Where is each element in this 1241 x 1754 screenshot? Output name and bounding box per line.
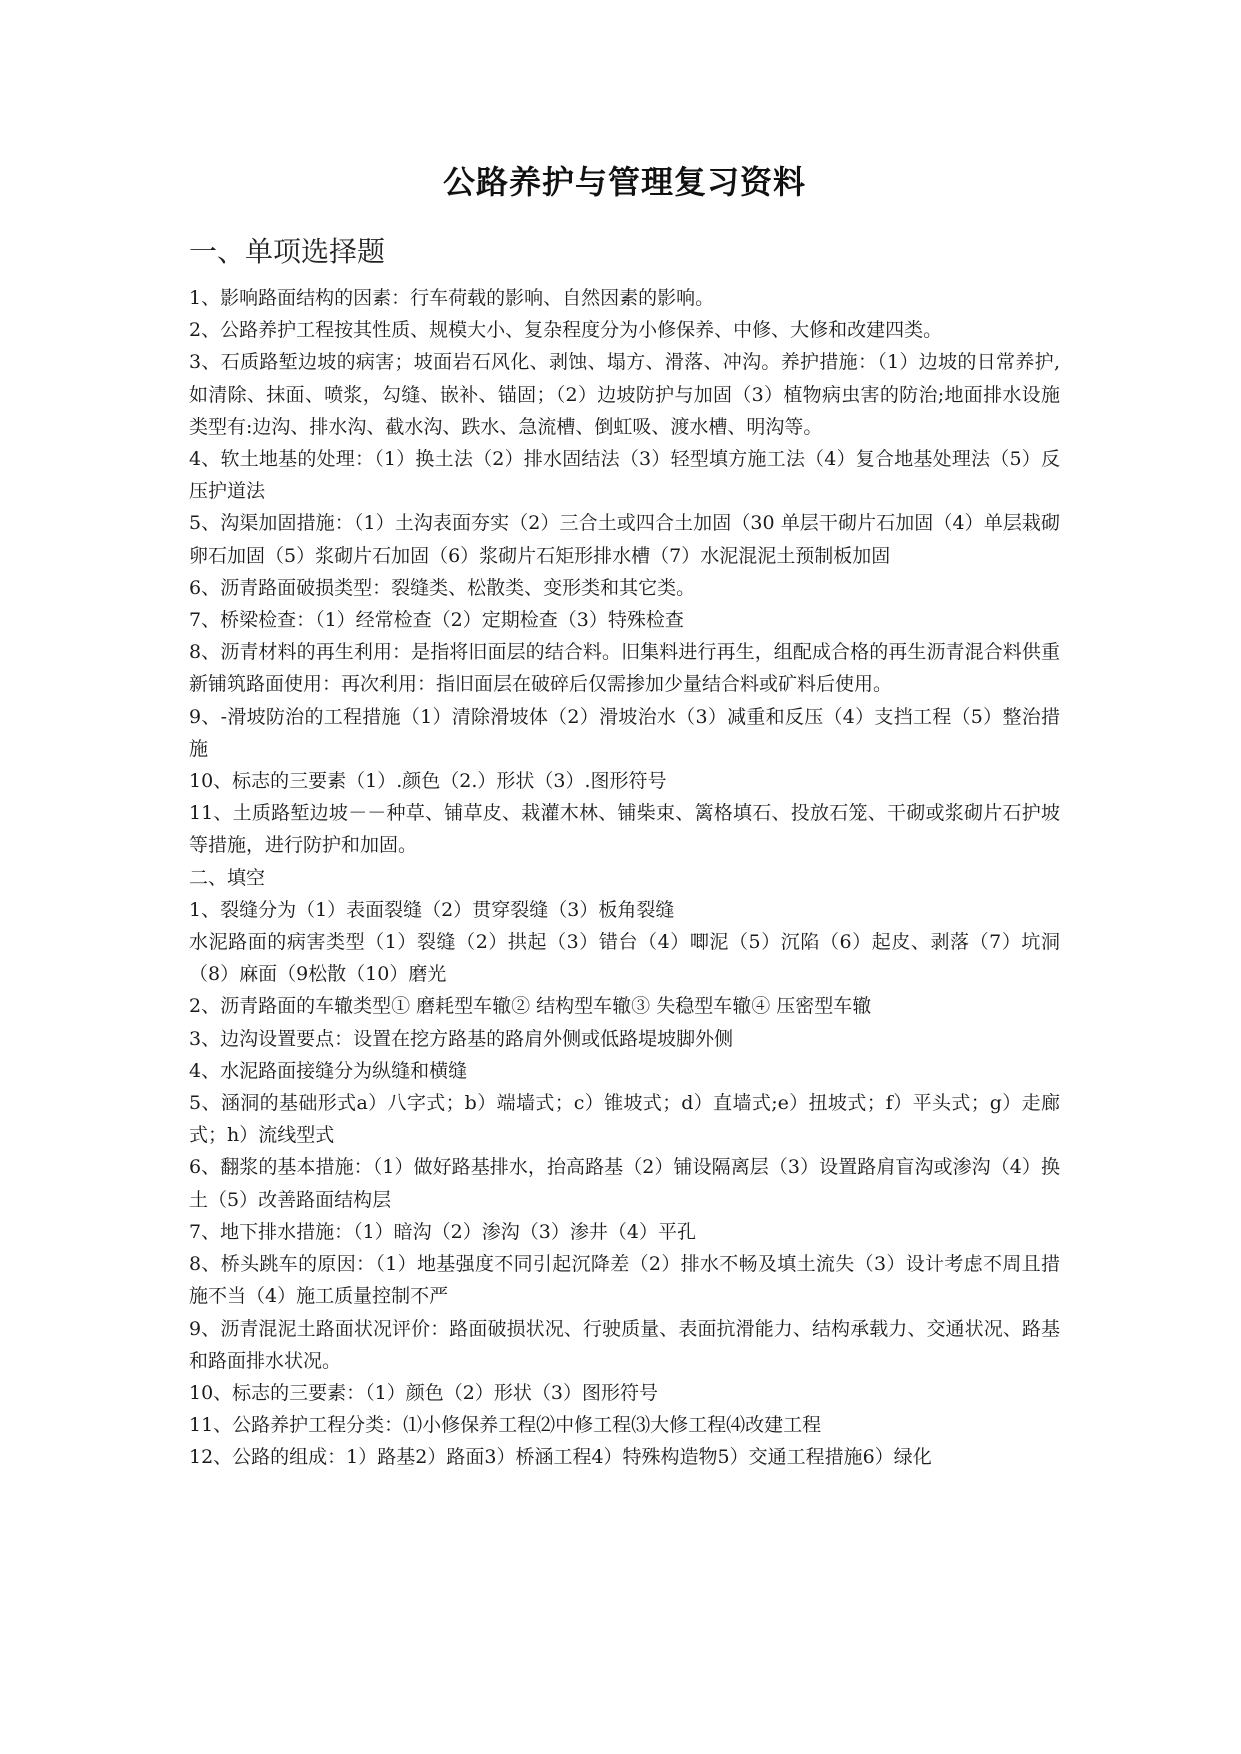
paragraph-item: 9、-滑坡防治的工程措施（1）清除滑坡体（2）滑坡治水（3）减重和反压（4）支挡工程（5）整治措施 (189, 705, 1060, 760)
paragraph-item: 1、影响路面结构的因素：行车荷载的影响、自然因素的影响。 (189, 287, 715, 309)
paragraph-item: 8、桥头跳车的原因：（1）地基强度不同引起沉降差（2）排水不畅及填土流失（3）设计考虑不周且措施不当（4）施工质量控制不严 (189, 1253, 1060, 1308)
paragraph-item: 8、沥青材料的再生利用：是指将旧面层的结合料。旧集料进行再生，组配成合格的再生沥青混合料供重新铺筑路面使用：再次利用：指旧面层在破碎后仅需掺加少量结合料或矿料后使用。 (189, 641, 1060, 696)
paragraph-item: 7、桥梁检查：（1）经常检查（2）定期检查（3）特殊检查 (189, 609, 684, 632)
paragraph-item: 4、软土地基的处理：（1）换土法（2）排水固结法（3）轻型填方施工法（4）复合地基处理法（5）反压护道法 (189, 448, 1060, 503)
section-heading-single-choice: 一、单项选择题 (189, 235, 386, 268)
paragraph-item: 水泥路面的病害类型（1）裂缝（2）拱起（3）错台（4）唧泥（5）沉陷（6）起皮、剥落（7）坑洞（8）麻面（9松散（10）磨光 (189, 931, 1060, 986)
paragraph-item: 3、石质路堑边坡的病害；坡面岩石风化、剥蚀、塌方、滑落、冲沟。养护措施：（1）边坡的日常养护,如清除、抹面、喷浆，勾缝、嵌补、锚固；（2）边坡防护与加固（3）植物病虫害的防治;地面排水设施类型有:边沟、排水沟、截水沟、跌水、急流槽、倒虹吸、渡水槽、明沟等。 (189, 351, 1060, 438)
paragraph-item: 2、沥青路面的车辙类型① 磨耗型车辙② 结构型车辙③ 失稳型车辙④ 压密型车辙 (189, 995, 872, 1018)
paragraph-item: 12、公路的组成：1）路基2）路面3）桥涵工程4）特殊构造物5）交通工程措施6）绿化 (189, 1446, 932, 1469)
paragraph-item: 6、沥青路面破损类型：裂缝类、松散类、变形类和其它类。 (189, 576, 696, 599)
paragraph-item: 11、公路养护工程分类：⑴小修保养工程⑵中修工程⑶大修工程⑷改建工程 (189, 1414, 822, 1437)
document-page (189, 158, 1060, 1474)
paragraph-item: 7、地下排水措施：（1）暗沟（2）渗沟（3）渗井（4）平孔 (189, 1220, 696, 1243)
paragraph-item: 1、裂缝分为（1）表面裂缝（2）贯穿裂缝（3）板角裂缝 (189, 898, 675, 921)
document-title: 公路养护与管理复习资料 (442, 163, 806, 201)
paragraph-item: 10、标志的三要素：（1）颜色（2）形状（3）图形符号 (189, 1381, 658, 1404)
section-heading-fill-in: 二、填空 (189, 866, 266, 889)
paragraph-item: 11、土质路堑边坡－－种草、铺草皮、栽灌木林、铺柴束、篱格填石、投放石笼、干砌或浆砌片石护坡等措施，进行防护和加固。 (189, 802, 1060, 857)
paragraph-item: 3、边沟设置要点：设置在挖方路基的路肩外侧或低路堤坡脚外侧 (189, 1027, 734, 1050)
paragraph-item: 5、涵洞的基础形式a）八字式；b）端墙式；c）锥坡式；d）直墙式;e）扭坡式；f）平头式；g）走廊式；h）流线型式 (189, 1092, 1060, 1147)
paragraph-item: 6、翻浆的基本措施：（1）做好路基排水，抬高路基（2）铺设隔离层（3）设置路肩盲沟或渗沟（4）换土（5）改善路面结构层 (189, 1156, 1060, 1211)
paragraph-item: 4、水泥路面接缝分为纵缝和横缝 (189, 1059, 468, 1082)
paragraph-item: 5、沟渠加固措施：（1）土沟表面夯实（2）三合土或四合土加固（30 单层干砌片石加固（4）单层栽砌卵石加固（5）浆砌片石加固（6）浆砌片石矩形排水槽（7）水泥混泥土预制板加固 (189, 512, 1060, 567)
paragraph-item: 9、沥青混泥土路面状况评价：路面破损状况、行驶质量、表面抗滑能力、结构承载力、交通状况、路基和路面排水状况。 (189, 1317, 1060, 1372)
paragraph-item: 10、标志的三要素（1）.颜色（2.）形状（3）.图形符号 (189, 770, 667, 793)
paragraph-item: 2、公路养护工程按其性质、规模大小、复杂程度分为小修保养、中修、大修和改建四类。 (189, 319, 943, 342)
